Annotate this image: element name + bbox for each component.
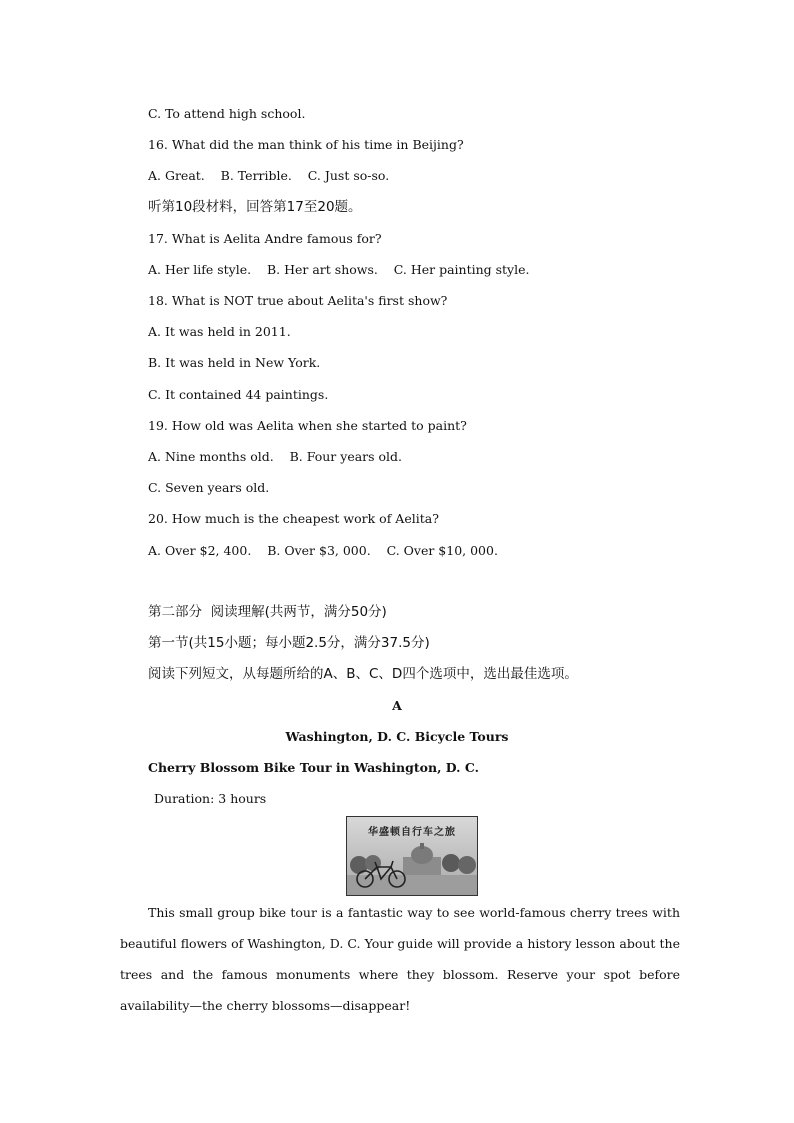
q18-option-b: B. It was held in New York. (148, 355, 321, 370)
q20-question: 20. How much is the cheapest work of Aelita? (148, 511, 439, 526)
q19-options-ab: A. Nine months old. B. Four years old. (148, 449, 403, 464)
q18-option-a: A. It was held in 2011. (148, 324, 291, 339)
q15-option-c: C. To attend high school. (148, 106, 306, 121)
q16-question: 16. What did the man think of his time in Beijing? (148, 137, 464, 152)
q19-option-c: C. Seven years old. (148, 480, 270, 495)
passage-title: Washington, D. C. Bicycle Tours (285, 729, 509, 744)
passage-label: A (392, 698, 402, 713)
q19-question: 19. How old was Aelita when she started to paint? (148, 418, 467, 433)
passage-paragraph: This small group bike tour is a fantastic way to see world-famous cherry trees with beautiful flowers of Washington, D. C. Your guide will provide a history lesson about the trees and the famous monuments where they blossom. Reserve your spot before availability—the cherry blossoms—disappear! (120, 905, 680, 1013)
reading-part-title: 第二部分 阅读理解(共两节，满分50分) (148, 604, 387, 620)
reading-instruction: 阅读下列短文，从每题所给的A、B、C、D四个选项中，选出最佳选项。 (148, 666, 578, 682)
q20-options: A. Over $2, 400. B. Over $3, 000. C. Over $10, 000. (148, 543, 498, 558)
q18-option-c: C. It contained 44 paintings. (148, 387, 329, 402)
q16-options: A. Great. B. Terrible. C. Just so-so. (148, 168, 390, 183)
q17-question: 17. What is Aelita Andre famous for? (148, 231, 382, 246)
photo-caption: 华盛顿自行车之旅 (368, 827, 456, 838)
q18-question: 18. What is NOT true about Aelita's first show? (148, 293, 448, 308)
tour-title: Cherry Blossom Bike Tour in Washington, D. C. (148, 760, 479, 775)
q17-options: A. Her life style. B. Her art shows. C. Her painting style. (148, 262, 530, 277)
tour-duration: Duration: 3 hours (154, 791, 267, 806)
reading-section-title: 第一节(共15小题；每小题2.5分，满分37.5分) (148, 635, 430, 651)
bike-tour-photo (346, 816, 478, 896)
section10-instruction: 听第10段材料，回答第17至20题。 (148, 199, 362, 215)
